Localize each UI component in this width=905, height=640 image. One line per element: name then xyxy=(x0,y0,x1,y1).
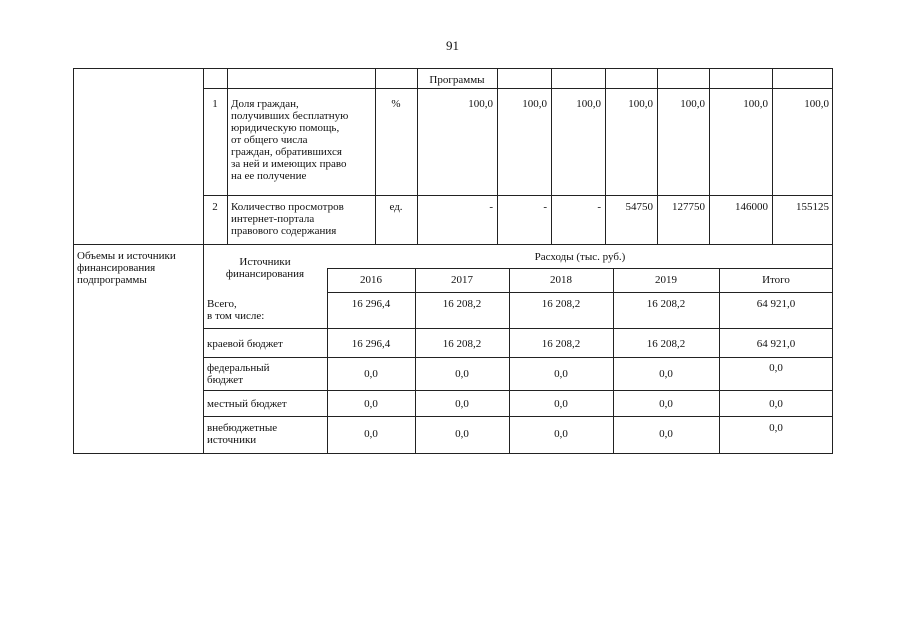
year-header: 2019 xyxy=(655,274,677,286)
funding-section-label: подпрограммы xyxy=(77,274,147,286)
grid-line-vertical xyxy=(509,268,510,454)
indicator-name: получивших бесплатную xyxy=(231,110,349,122)
indicator-value: 100,0 xyxy=(468,98,493,110)
indicator-number: 1 xyxy=(212,98,218,110)
indicator-name: граждан, обратившихся xyxy=(231,146,342,158)
indicator-value: 54750 xyxy=(625,201,653,213)
funding-value: 0,0 xyxy=(554,368,568,380)
indicator-name: правового содержания xyxy=(231,225,337,237)
grid-line-vertical xyxy=(203,68,204,245)
funding-value: 64 921,0 xyxy=(756,298,796,310)
funding-source-label: Всего, xyxy=(207,298,237,310)
indicator-number: 2 xyxy=(212,201,218,213)
indicator-unit: % xyxy=(391,98,401,110)
grid-line-vertical xyxy=(417,68,418,245)
indicator-name: Количество просмотров xyxy=(231,201,344,213)
grid-line-vertical xyxy=(551,68,552,245)
funding-section-label: финансирования xyxy=(77,262,156,274)
funding-value: 0,0 xyxy=(364,428,378,440)
page-number: 91 xyxy=(446,38,459,53)
funding-value: 16 208,2 xyxy=(541,338,581,350)
funding-value: 0,0 xyxy=(455,398,469,410)
grid-line-horizontal xyxy=(327,268,833,269)
grid-line-horizontal xyxy=(203,328,833,329)
grid-line-vertical xyxy=(415,268,416,454)
funding-value: 0,0 xyxy=(659,428,673,440)
funding-value: 0,0 xyxy=(364,398,378,410)
indicator-value: 100,0 xyxy=(522,98,547,110)
indicator-name: юридическую помощь, xyxy=(231,122,340,134)
funding-value: 16 208,2 xyxy=(646,298,686,310)
indicator-unit: ед. xyxy=(389,201,403,213)
funding-value: 0,0 xyxy=(659,368,673,380)
year-header: 2016 xyxy=(360,274,382,286)
programs-header: Программы xyxy=(429,74,485,86)
funding-value: 16 296,4 xyxy=(351,298,391,310)
grid-line-horizontal xyxy=(203,88,833,89)
grid-line-vertical xyxy=(772,68,773,245)
funding-value: 0,0 xyxy=(769,422,783,434)
indicator-name: от общего числа xyxy=(231,134,308,146)
grid-line-vertical xyxy=(657,68,658,245)
funding-source-label: в том числе: xyxy=(207,310,265,322)
grid-line-vertical xyxy=(709,68,710,245)
funding-source-label: федеральный xyxy=(207,362,270,374)
indicator-value: 100,0 xyxy=(804,98,829,110)
sources-header: Источники xyxy=(239,256,291,268)
indicator-name: интернет-портала xyxy=(231,213,315,225)
funding-value: 16 296,4 xyxy=(351,338,391,350)
funding-value: 64 921,0 xyxy=(756,338,796,350)
funding-value: 16 208,2 xyxy=(442,298,482,310)
grid-line-horizontal xyxy=(203,357,833,358)
grid-line-horizontal xyxy=(203,195,833,196)
grid-line-vertical xyxy=(497,68,498,245)
funding-value: 16 208,2 xyxy=(541,298,581,310)
indicator-value: - xyxy=(543,201,547,213)
funding-source-label: внебюджетные xyxy=(207,422,278,434)
expenses-header: Расходы (тыс. руб.) xyxy=(534,251,626,263)
funding-value: 0,0 xyxy=(554,398,568,410)
funding-source-label: бюджет xyxy=(207,374,243,386)
indicator-name: за ней и имеющих право xyxy=(231,158,347,170)
funding-value: 16 208,2 xyxy=(442,338,482,350)
grid-line-vertical xyxy=(375,68,376,245)
indicator-value: 100,0 xyxy=(576,98,601,110)
grid-line-horizontal xyxy=(203,416,833,417)
grid-line-horizontal xyxy=(327,292,833,293)
funding-value: 0,0 xyxy=(554,428,568,440)
funding-source-label: местный бюджет xyxy=(207,398,287,410)
indicator-value: 100,0 xyxy=(680,98,705,110)
grid-line-vertical xyxy=(605,68,606,245)
indicator-value: - xyxy=(597,201,601,213)
grid-line-vertical xyxy=(227,68,228,245)
indicator-name: Доля граждан, xyxy=(231,98,299,110)
indicator-value: 100,0 xyxy=(628,98,653,110)
grid-line-vertical xyxy=(613,268,614,454)
funding-value: 0,0 xyxy=(659,398,673,410)
indicator-value: 127750 xyxy=(672,201,705,213)
grid-line-horizontal xyxy=(203,390,833,391)
funding-value: 16 208,2 xyxy=(646,338,686,350)
sources-header: финансирования xyxy=(225,268,305,280)
indicator-value: 100,0 xyxy=(743,98,768,110)
funding-value: 0,0 xyxy=(455,428,469,440)
indicator-name: на ее получение xyxy=(231,170,307,182)
year-header: Итого xyxy=(762,274,790,286)
funding-section-label: Объемы и источники xyxy=(77,250,176,262)
funding-value: 0,0 xyxy=(769,398,783,410)
funding-value: 0,0 xyxy=(769,362,783,374)
year-header: 2017 xyxy=(451,274,473,286)
indicator-value: 155125 xyxy=(796,201,829,213)
grid-line-vertical xyxy=(327,268,328,454)
indicator-value: 146000 xyxy=(735,201,768,213)
funding-value: 0,0 xyxy=(455,368,469,380)
indicator-value: - xyxy=(489,201,493,213)
funding-source-label: источники xyxy=(207,434,257,446)
year-header: 2018 xyxy=(550,274,572,286)
funding-value: 0,0 xyxy=(364,368,378,380)
funding-source-label: краевой бюджет xyxy=(207,338,283,350)
indicators-table xyxy=(73,68,833,245)
